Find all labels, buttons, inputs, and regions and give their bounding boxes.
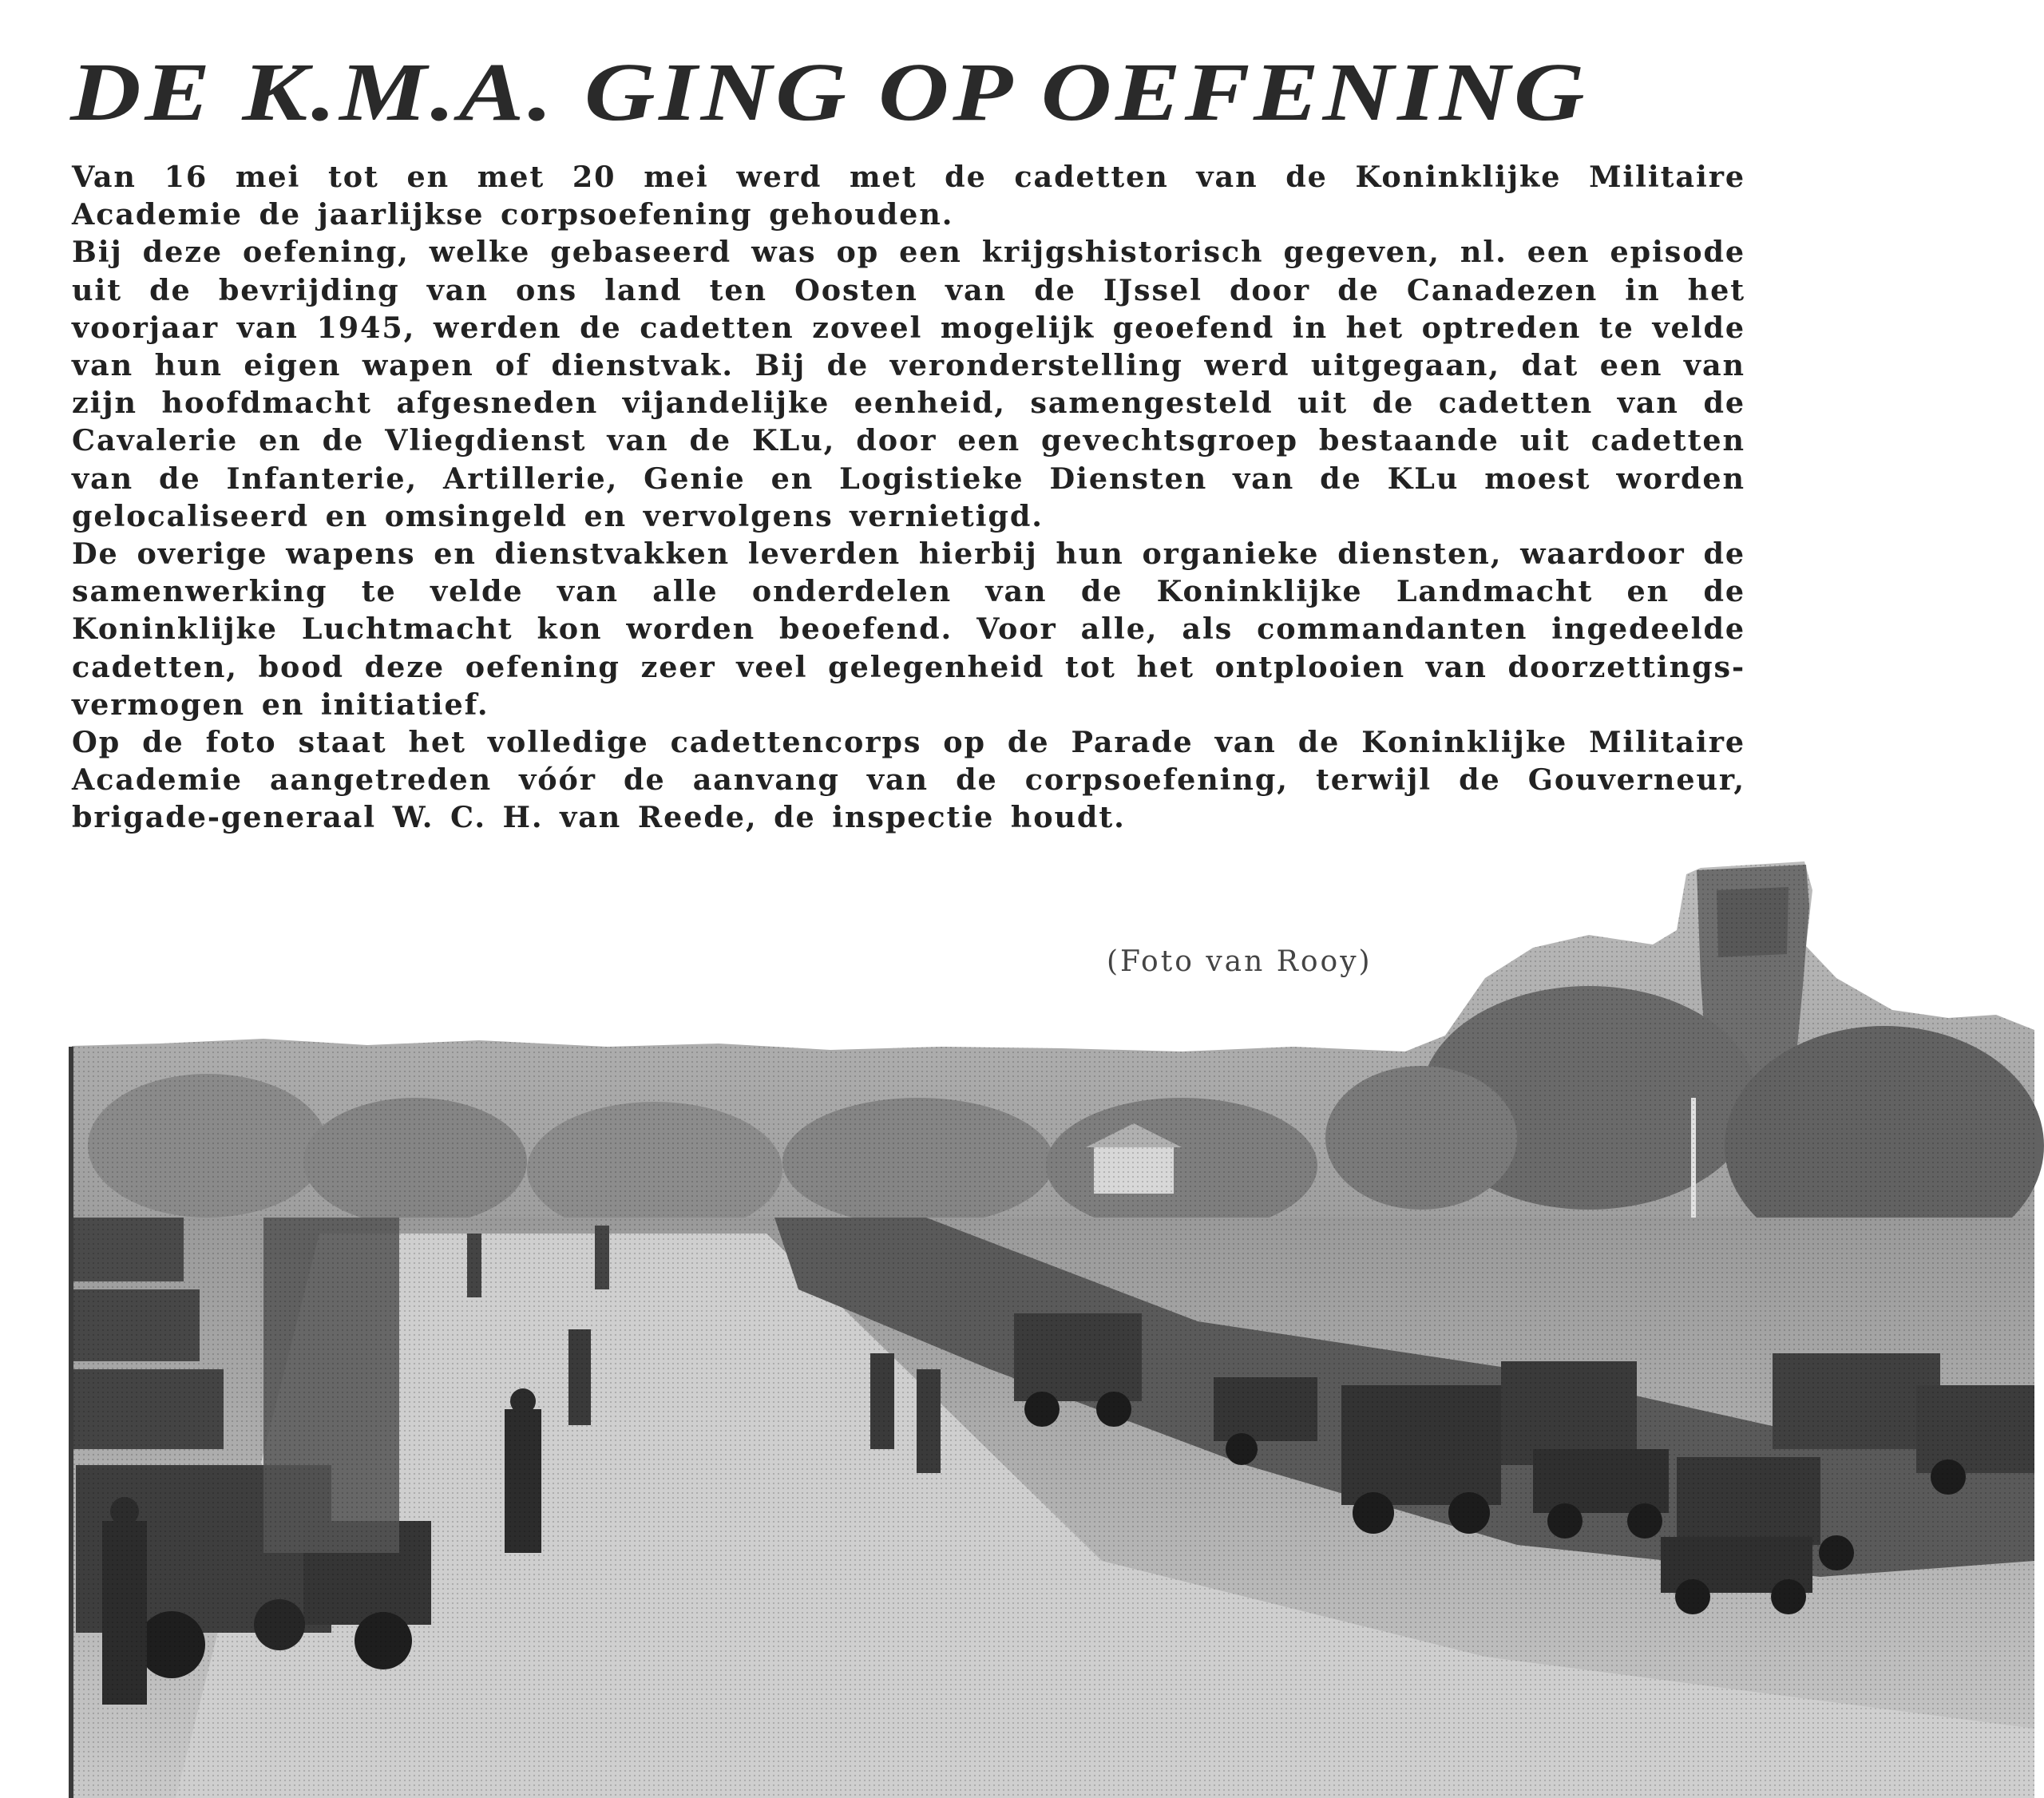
article-body xyxy=(72,158,1745,837)
photo-credit: (Foto van Rooy) xyxy=(1107,945,1373,978)
page-title: DE K.M.A. GING OP OEFENING xyxy=(70,46,1589,138)
article-paragraph: Van 16 mei tot en met 20 mei werd met de cadetten van de Koninklijke Militaire Academie de jaarlijkse corpsoefening gehouden. xyxy=(72,160,1745,232)
article-paragraph: Bij deze oefening, welke gebaseerd was op een krijgshistorisch gegeven, nl. een episode uit de bevrijding van ons land ten Oosten van de IJssel door de Canadezen in het voorjaar van 1945, werden de cadetten zoveel mogelijk geoefend in het optreden te velde van hun eigen wapen of dienstvak. Bij de veronderstelling werd uitgegaan, dat een van zijn hoofdmacht afgesneden vijandelijke eenheid, samengesteld uit de cadetten van de Cavalerie en de Vliegdienst van de KLu, door een gevechtsgroep bestaande uit cadetten van de Infanterie, Artillerie, Genie en Logistieke Diensten van de KLu moest worden gelocaliseerd en omsingeld en vervolgens vernietigd. xyxy=(72,235,1745,533)
article-paragraph: De overige wapens en dienstvakken leverden hierbij hun organieke diensten, waardoor de samenwerking te velde van alle onderdelen van de Koninklijke Landmacht en de Koninklijke Luchtmacht kon worden beoefend. Voor alle, als commandanten ingedeelde cadetten, bood deze oefening zeer veel gelegenheid tot het ontplooien van doorzettings-vermogen en initiatief. xyxy=(72,537,1745,722)
parade-photo-illustration xyxy=(0,858,2044,1798)
article-paragraph: Op de foto staat het volledige cadettencorps op de Parade van de Koninklijke Militaire Academie aangetreden vóór de aanvang van de corpsoefening, terwijl de Gouverneur, brigade-generaal W. C. H. van Reede, de inspectie houdt. xyxy=(72,725,1745,835)
parade-photo xyxy=(0,858,2044,1798)
